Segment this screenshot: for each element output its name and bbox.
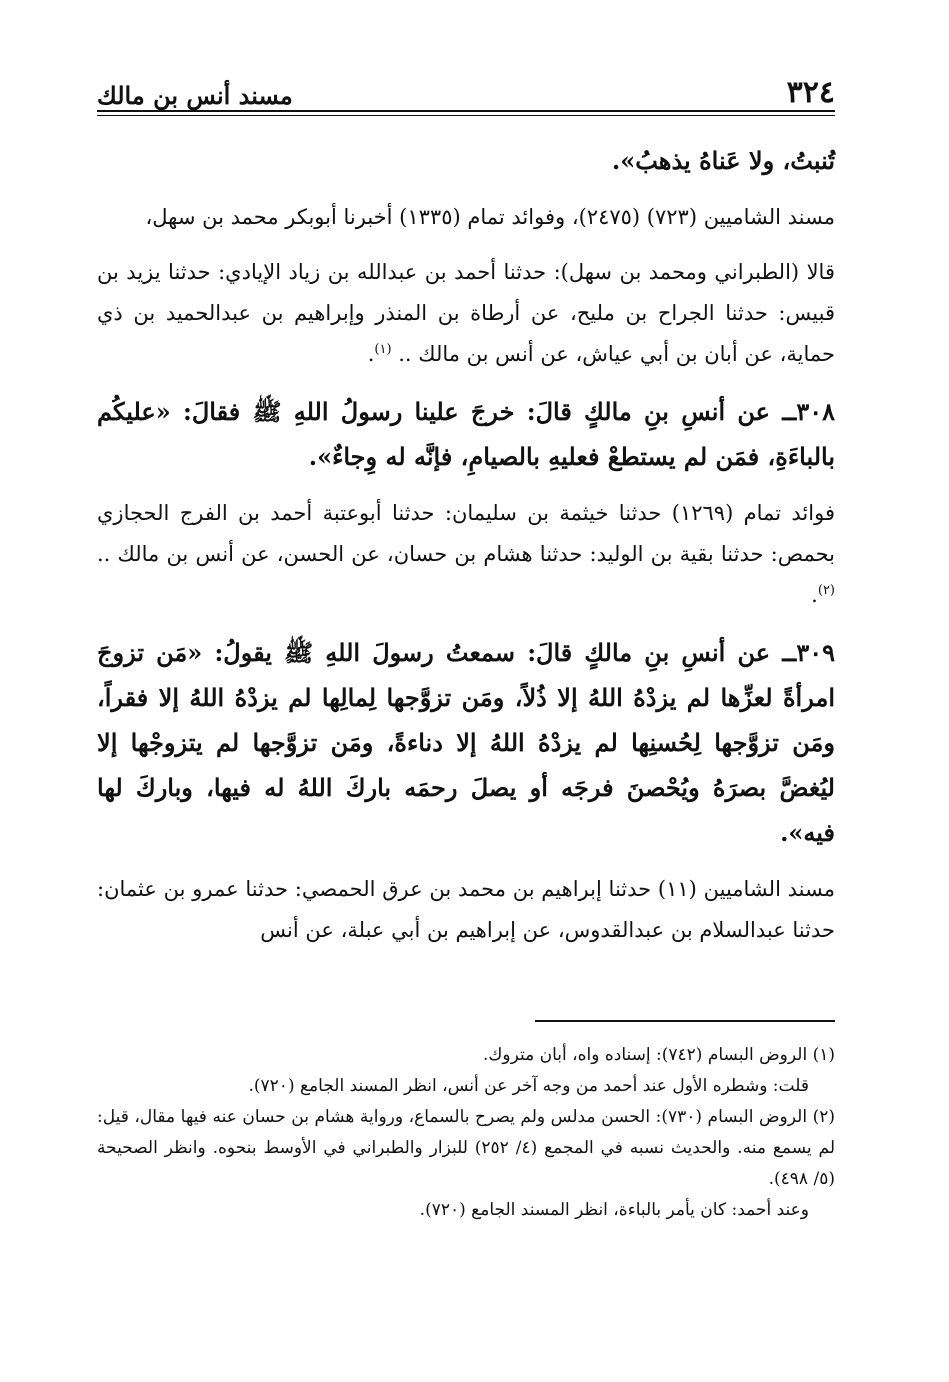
footnote-2: (٢) الروض البسام (٧٣٠): الحسن مدلس ولم يصرح بالسماع، ورواية هشام بن حسان عنه فيها مقال، قيل: لم يسمع منه. والحديث نسبه في المجمع (٤/ ٢٥٢) للبزار والطبراني في الأوسط بنحوه. وانظر الصحيحة (٥/ ٤٩٨). [97,1107,835,1189]
page-number: ٣٢٤ [786,75,835,110]
isnad-text: فوائد تمام (١٢٦٩) حدثنا خيثمة بن سليمان: حدثنا أبوعتبة أحمد بن الفرج الحجازي بحمص: حدثنا بقية بن الوليد: حدثنا هشام بن حسان، عن الحسن، عن أنس بن مالك .. [97,501,835,566]
isnad-text: قالا (الطبراني ومحمد بن سهل): حدثنا أحمد بن عبدالله بن زياد الإيادي: حدثنا يزيد بن قبيس: حدثنا الجراح بن مليح، عن أرطاة بن المنذر وإبراهيم بن عبدالحميد بن ذي حماية، عن أبان بن أبي عياش، عن أنس بن مالك .. [97,260,835,366]
footnote-ref-1[interactable]: (١) [374,342,392,357]
footnote-separator [535,1020,835,1022]
page-header [97,68,835,108]
footnote-1-note: قلت: وشطره الأول عند أحمد من وجه آخر عن أنس، انظر المسند الجامع (٧٢٠). [248,1076,809,1096]
header-rule-thin [97,115,835,116]
main-text [97,138,835,965]
footnote-2-note: وعند أحمد: كان يأمر بالباءة، انظر المسند الجامع (٧٢٠). [419,1200,809,1220]
hadith-309: ٣٠٩ــ عن أنسِ بنِ مالكٍ قالَ: سمعتُ رسولَ اللهِ ﷺ يقولُ: «مَن تزوجَ امرأةً لعزِّها لم يزدْهُ اللهُ إلا ذُلاً، ومَن تزوَّجها لِمالِها لم يزدْهُ اللهُ إلا فقراً، ومَن تزوَّجها لِحُسنِها لم يزدْهُ اللهُ إلا دناءةً، ومَن تزوَّجها لم يتزوجْها إلا ليُغضَّ بصرَهُ ويُحْصنَ فرجَه أو يصلَ رحمَه باركَ اللهُ له فيها، وباركَ لها فيه». [97,638,835,847]
isnad-paragraph: قالا (الطبراني ومحمد بن سهل): حدثنا أحمد بن عبدالله بن زياد الإيادي: حدثنا يزيد بن قبيس: حدثنا الجراح بن مليح، عن أرطاة بن المنذر وإبراهيم بن عبدالحميد بن ذي حماية، عن أبان بن أبي عياش، عن أنس بن مالك .. $^{(١)}$. [97,260,835,366]
footnote-ref-2[interactable]: (٢) [817,583,835,598]
isnad-paragraph: فوائد تمام (١٢٦٩) حدثنا خيثمة بن سليمان: حدثنا أبوعتبة أحمد بن الفرج الحجازي بحمص: حدثنا بقية بن الوليد: حدثنا هشام بن حسان، عن الحسن، عن أنس بن مالك .. $^{(٢)}$. [97,501,835,607]
hadith-ending: تُنبتُ، ولا عَناهُ يذهبُ». [611,146,835,175]
source-paragraph: مسند الشاميين (١١) حدثنا إبراهيم بن محمد بن عرق الحمصي: حدثنا عمرو بن عثمان: حدثنا عبدالسلام بن عبدالقدوس، عن إبراهيم بن أبي عبلة، عن أنس [97,877,835,942]
header-rule-thick [97,110,835,112]
hadith-308: ٣٠٨ــ عن أنسِ بنِ مالكٍ قالَ: خرجَ علينا رسولُ اللهِ ﷺ فقالَ: «عليكُم بالباءَةِ، فمَن لم يستطعْ فعليهِ بالصيامِ، فإنَّه له وِجاءٌ». [97,397,835,471]
running-title: مسند أنس بن مالك [97,81,293,110]
footnote-1: (١) الروض البسام (٧٤٢): إسناده واه، أبان متروك. [482,1045,835,1065]
source-paragraph: مسند الشاميين (٧٢٣) (٢٤٧٥)، وفوائد تمام (١٣٣٥) أخبرنا أبوبكر محمد بن سهل، [145,205,835,229]
footnotes [97,1040,835,1226]
